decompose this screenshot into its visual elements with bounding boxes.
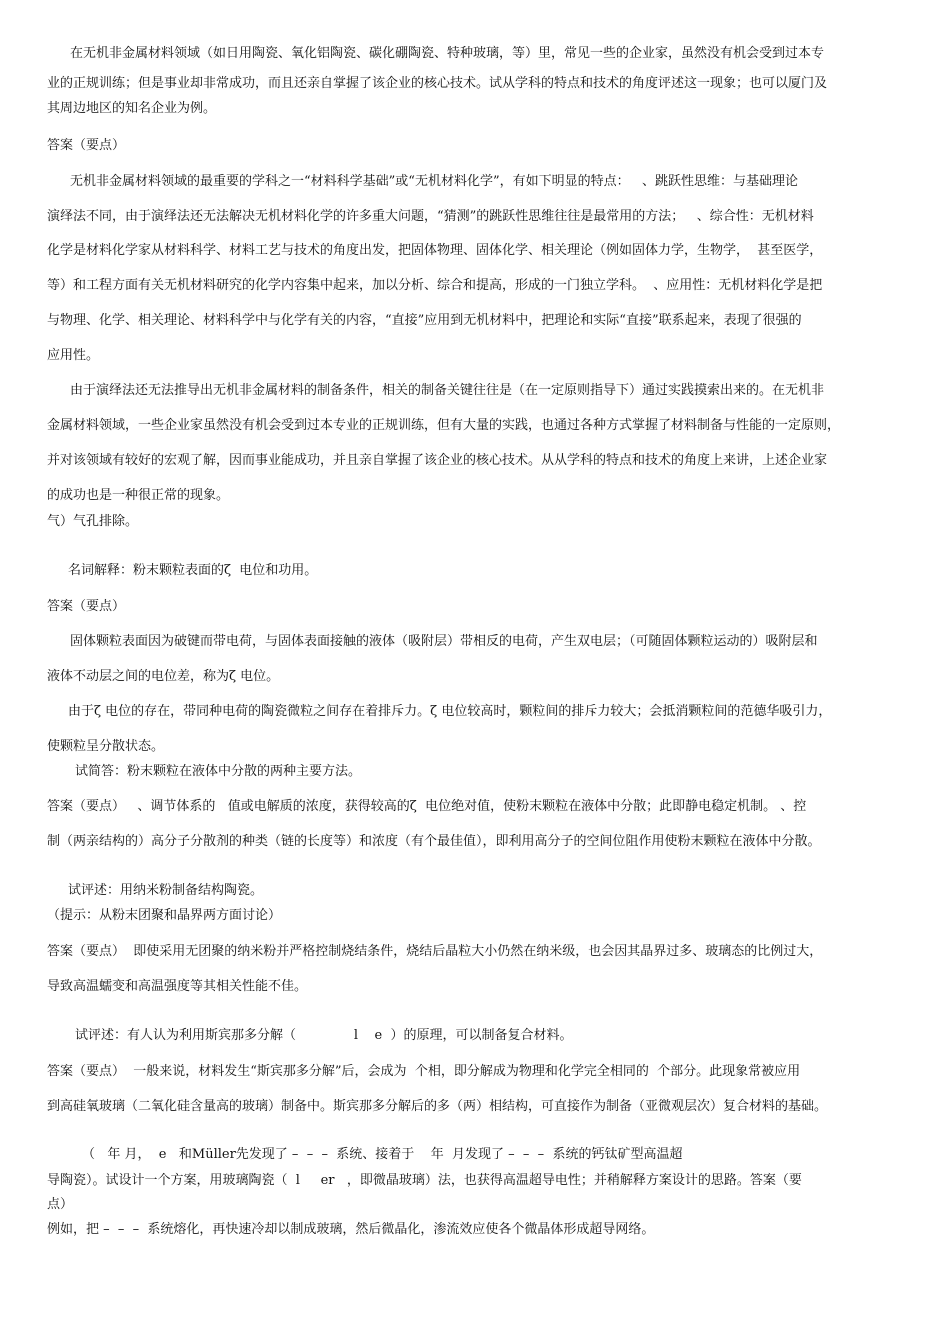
question-4-hint: （提示：从粉末团聚和晶界两方面讨论）	[47, 908, 282, 923]
answer-1-line-4: 等）和工程方面有关无机材料研究的化学内容集中起来，加以分析、综合和提高，形成的一门独立学科。 、应用性：无机材料化学是把	[47, 278, 823, 293]
answer-4-line-1: 答案（要点） 即使采用无团聚的纳米粉并严格控制烧结条件，烧结后晶粒大小仍然在纳米级，也会因其晶界过多、玻璃态的比例过大，	[47, 944, 823, 959]
question-1-line-1: 在无机非金属材料领域（如日用陶瓷、氧化铝陶瓷、碳化硼陶瓷、特种玻璃，等）里，常见一些的企业家，虽然没有机会受到过本专	[70, 46, 825, 61]
answer-3-line-1: 答案（要点） 、调节体系的 值或电解质的浓度，获得较高的ζ 电位绝对值，使粉末颗粒在液体中分散；此即静电稳定机制。 、控	[47, 799, 807, 814]
answer-2-line-3: 由于ζ 电位的存在，带同种电荷的陶瓷微粒之间存在着排斥力。ζ 电位较高时，颗粒间的排斥力较大；会抵消颗粒间的范德华吸引力，	[68, 704, 832, 719]
question-2: 名词解释：粉末颗粒表面的ζ 电位和功用。	[68, 563, 318, 578]
question-5: 试评述：有人认为利用斯宾那多分解（ l e ）的原理，可以制备复合材料。	[75, 1028, 573, 1043]
answer-1-line-1: 无机非金属材料领域的最重要的学科之一“材料科学基础”或“无机材料化学”，有如下明显的特点： 、跳跃性思维：与基础理论	[70, 174, 798, 189]
question-3: 试简答：粉末颗粒在液体中分散的两种主要方法。	[75, 764, 362, 779]
answer-1-line-10: 的成功也是一种很正常的现象。	[47, 488, 230, 503]
question-4: 试评述：用纳米粉制备结构陶瓷。	[68, 883, 264, 898]
answer-2-line-4: 使颗粒呈分散状态。	[47, 739, 165, 754]
answer-1-line-7: 由于演绎法还无法推导出无机非金属材料的制备条件，相关的制备关键往往是（在一定原则指导下）通过实践摸索出来的。在无机非	[70, 383, 825, 398]
answer-6-line-1: 例如，把 – – – 系统熔化，再快速冷却以制成玻璃，然后微晶化，渗流效应使各个微晶体形成超导网络。	[47, 1222, 655, 1237]
answer-1-line-9: 并对该领域有较好的宏观了解，因而事业能成功，并且亲自掌握了该企业的核心技术。从从学科的特点和技术的角度上来讲，上述企业家	[47, 453, 828, 468]
answer-1-line-2: 演绎法不同，由于演绎法还无法解决无机材料化学的许多重大问题，“猜测”的跳跃性思维往往是最常用的方法； 、综合性：无机材料	[47, 209, 814, 224]
answer-2-line-2: 液体不动层之间的电位差，称为ζ 电位。	[47, 669, 280, 684]
question-6-line-1: （ 年 月， e 和Müller先发现了 – – – 系统、接着于 年 月发现了 – – – 系统的钙钛矿型高温超	[82, 1147, 683, 1162]
answer-1-line-6: 应用性。	[47, 348, 100, 363]
answer-1-line-8: 金属材料领域，一些企业家虽然没有机会受到过本专业的正规训练，但有大量的实践，也通过各种方式掌握了材料制备与性能的一定原则，	[47, 418, 841, 433]
question-6-line-3: 点）	[47, 1197, 74, 1212]
question-1-line-3: 其周边地区的知名企业为例。	[47, 101, 217, 116]
fragment-line: 气）气孔排除。	[47, 514, 139, 529]
question-1-line-2: 业的正规训练；但是事业却非常成功，而且还亲自掌握了该企业的核心技术。试从学科的特点和技术的角度评述这一现象；也可以厦门及	[47, 76, 828, 91]
answer-1-line-3: 化学是材料化学家从材料科学、材料工艺与技术的角度出发，把固体物理、固体化学、相关理论（例如固体力学，生物学， 甚至医学，	[47, 243, 823, 258]
answer-1-line-5: 与物理、化学、相关理论、材料科学中与化学有关的内容，“直接”应用到无机材料中，把理论和实际“直接”联系起来，表现了很强的	[47, 313, 802, 328]
answer-3-line-2: 制（两亲结构的）高分子分散剂的种类（链的长度等）和浓度（有个最佳值），即利用高分子的空间位阻作用使粉末颗粒在液体中分散。	[47, 834, 821, 849]
answer-label: 答案（要点）	[47, 138, 126, 153]
answer-5-line-1: 答案（要点） 一般来说，材料发生“斯宾那多分解”后，会成为 个相，即分解成为物理和化学完全相同的 个部分。此现象常被应用	[47, 1064, 801, 1079]
answer-5-line-2: 到高硅氧玻璃（二氧化硅含量高的玻璃）制备中。斯宾那多分解后的多（两）相结构，可直接作为制备（亚微观层次）复合材料的基础。	[47, 1099, 828, 1114]
answer-4-line-2: 导致高温蠕变和高温强度等其相关性能不佳。	[47, 979, 308, 994]
question-6-line-2: 导陶瓷）。试设计一个方案，用玻璃陶瓷（ l er ，即微晶玻璃）法，也获得高温超导电性；并稍解释方案设计的思路。答案（要	[47, 1173, 802, 1188]
answer-label: 答案（要点）	[47, 599, 126, 614]
answer-2-line-1: 固体颗粒表面因为破键而带电荷，与固体表面接触的液体（吸附层）带相反的电荷，产生双电层；（可随固体颗粒运动的）吸附层和	[70, 634, 818, 649]
